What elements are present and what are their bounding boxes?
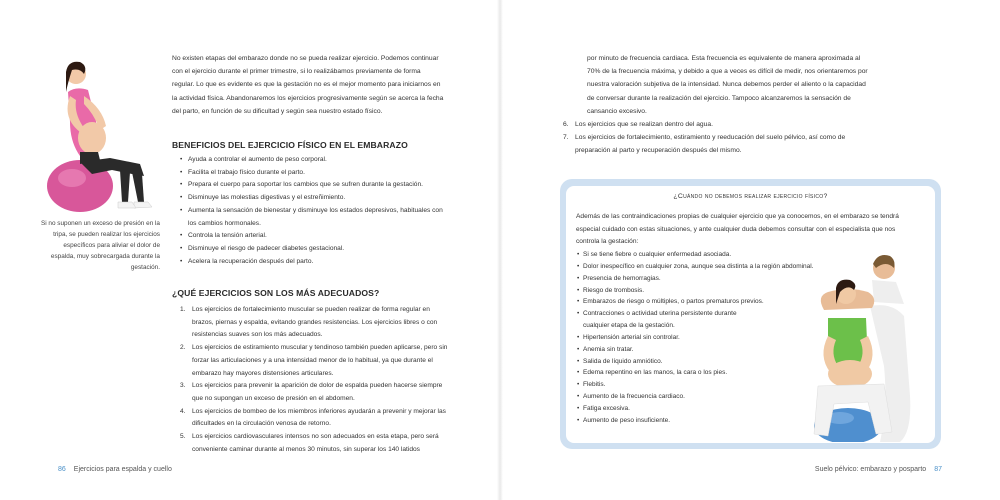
benefits-list [180, 154, 450, 268]
item-text: Los ejercicios de bombeo de los miembros inferiores ayudarán a prevenir y mejorar las dificultades en la circulación venosa de retorno. [192, 407, 446, 428]
footer-left [58, 466, 172, 473]
list-item [563, 131, 881, 157]
continuation-text: por minuto de frecuencia cardiaca. Esta frecuencia es equivalente de manera aproximada al 70% de la frecuencia máxima, y debido a que a veces es difícil de medir, nos orientaremos por nuestra valoración subjetiva de la intensidad. Nunca debemos perder el aliento o la capacidad de conversar durante la realización del ejercicio. Tampoco alcanzaremos la sensación de cansancio excesivo. [587, 55, 868, 115]
item-text: Los ejercicios de estiramiento muscular y tendinoso también pueden aplicarse, pero sin forzar las articulaciones y a una intensidad menor de lo habitual, ya que durante el embarazo hay mayores distensiones articulares. [192, 344, 448, 377]
list-item: • Flebitis. [577, 379, 817, 391]
list-item: • Embarazos de riesgo o múltiples, o partos prematuros previos. [577, 296, 817, 308]
list-item: • Ayuda a controlar el aumento de peso corporal. [180, 154, 450, 167]
list-item [180, 304, 452, 342]
intro-paragraph: No existen etapas del embarazo donde no se pueda realizar ejercicio. Podemos continuar con el ejercicio durante el primer trimestre, si lo realizábamos previamente de forma regular. Lo que es evidente es que la gestación no es el mejor momento para iniciarnos en la actividad física. Abandonaremos los ejercicios progresivamente según se acerca la fecha del parto, en función de su dificultad y según sea nuestro estado físico. [172, 55, 444, 115]
list-item: • Presencia de hemorragias. [577, 273, 817, 285]
list-item [180, 342, 452, 380]
item-number: 7. [563, 134, 569, 142]
list-item [180, 406, 452, 431]
chapter-title: Ejercicios para espalda y cuello [73, 466, 172, 473]
list-item: • Disminuye las molestias digestivas y el estreñimiento. [180, 192, 450, 205]
item-text: Los ejercicios de fortalecimiento, estiramiento y reeducación del suelo pélvico, así como de preparación al parto y recuperación después del mismo. [575, 134, 846, 155]
continuation-paragraph [575, 52, 875, 118]
list-item: • Acelera la recuperación después del parto. [180, 256, 450, 269]
item-text: Los ejercicios cardiovasculares intensos no son adecuados en esta etapa, pero será conveniente caminar durante al menos 30 minutos, sin superar los 140 latidos [192, 433, 439, 453]
list-item: • Dolor inespecífico en cualquier zona, aunque sea distinta a la región abdominal. [577, 261, 817, 273]
list-item: • Aumenta la sensación de bienestar y disminuye los estados depresivos, habituales con los cambios hormonales. [180, 205, 450, 230]
item-text: Los ejercicios de fortalecimiento muscular se pueden realizar de forma regular en brazos, piernas y espalda, evitando grandes resistencias. Los ejercicios libres o con resistencias suaves son los más adecuados. [192, 306, 438, 339]
box-title: ¿Cuándo no debemos realizar ejercicio físico? [673, 193, 828, 200]
footer-right [815, 466, 942, 473]
item-text: Los ejercicios para prevenir la aparición de dolor de espalda pueden hacerse siempre que no supongan un exceso de presión en el abdomen. [192, 382, 443, 402]
book-gutter [497, 0, 503, 500]
page-number: 86 [58, 466, 66, 473]
list-item: • Prepara el cuerpo para soportar los cambios que se sufren durante la gestación. [180, 179, 450, 192]
list-item: • Salida de líquido amniótico. [577, 356, 817, 368]
exercises-heading: ¿QUÉ EJERCICIOS SON LOS MÁS ADECUADOS? [172, 288, 380, 298]
list-item-continuation: cualquier etapa de la gestación. [583, 322, 675, 330]
list-item: • Controla la tensión arterial. [180, 230, 450, 243]
item-number: 6. [563, 121, 569, 128]
list-item [563, 118, 881, 131]
list-item [180, 431, 452, 456]
list-item: • Anemia sin tratar. [577, 344, 817, 356]
item-number: 4. [180, 407, 186, 415]
pregnant-woman-on-ball-photo [40, 52, 168, 214]
list-item: • Fatiga excesiva. [577, 403, 817, 415]
chapter-title: Suelo pélvico: embarazo y posparto [814, 466, 927, 473]
exercises-list [180, 304, 452, 456]
item-number: 1. [180, 306, 186, 313]
list-item: • Facilita el trabajo físico durante el parto. [180, 167, 450, 180]
item-number: 2. [180, 344, 186, 352]
photo-caption: Si no suponen un exceso de presión en la tripa, se pueden realizar los ejercicios específicos para aliviar el dolor de espalda, muy sobrecargada durante la gestación. [40, 220, 160, 271]
exercises-list-continued [563, 118, 881, 158]
list-item: • Aumento de peso insuficiente. [577, 415, 817, 427]
contraindications-list [577, 249, 817, 427]
list-item: • Si se tiene fiebre o cualquier enfermedad asociada. [577, 249, 817, 261]
page-number: 87 [934, 466, 942, 473]
benefits-heading: BENEFICIOS DEL EJERCICIO FÍSICO EN EL EMBARAZO [172, 140, 408, 150]
item-number: 5. [180, 433, 186, 441]
list-item: • Aumento de la frecuencia cardiaco. [577, 391, 817, 403]
box-intro: Además de las contraindicaciones propias de cualquier ejercicio que ya conocemos, en el embarazo se tendrá especial cuidado con estas situaciones, y ante cualquier duda debemos consultar con el especialista que nos controla la gestación: [576, 213, 899, 246]
list-item: • Contracciones o actividad uterina persistente durante [577, 308, 817, 320]
list-item [180, 380, 452, 405]
item-text: Los ejercicios que se realizan dentro del agua. [575, 121, 713, 128]
item-number: 3. [180, 382, 186, 390]
list-item: • Edema repentino en las manos, la cara o los pies. [577, 367, 817, 379]
list-item: • Hipertensión arterial sin controlar. [577, 332, 817, 344]
list-item: • Disminuye el riesgo de padecer diabetes gestacional. [180, 243, 450, 256]
list-item: • Riesgo de trombosis. [577, 285, 817, 297]
